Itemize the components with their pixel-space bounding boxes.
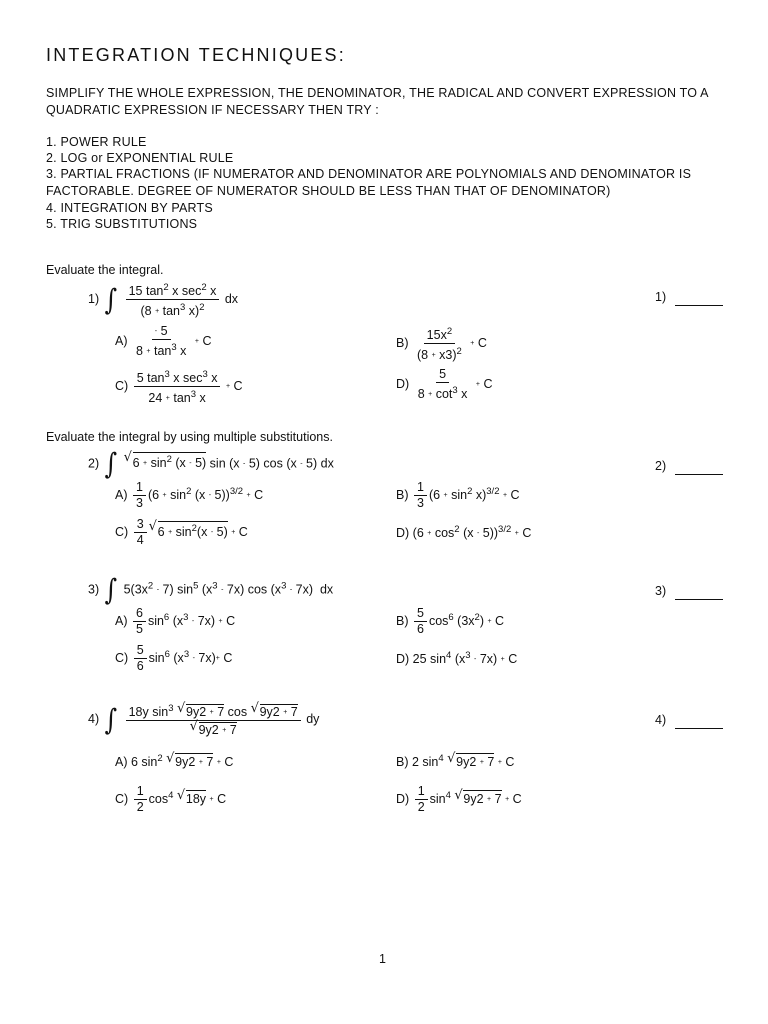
option-4d: D) $\frac{1}{2}$ $\sin^4$ √ 9y2 + 7 + C bbox=[396, 784, 522, 814]
option-2d: D) $(6 + \cos^2 (x - 5))^{3/2} + C$ bbox=[396, 524, 532, 540]
question-number: 2) bbox=[88, 456, 100, 471]
option-label: D) bbox=[396, 791, 410, 806]
option-1d: D) $\frac{5}{8 + \cot^3 x}$ + C bbox=[396, 367, 493, 401]
option-4c: C) $\frac{1}{2}$ $\cos^4$ √ 18y + C bbox=[115, 784, 227, 814]
integral-sign: ∫ bbox=[104, 573, 118, 607]
option-label: A) bbox=[115, 755, 128, 769]
rule-1: 1. POWER RULE bbox=[46, 135, 147, 149]
option-4b: B) 2 $\sin^4$ √ 9y2 + 7 + C bbox=[396, 751, 515, 769]
option-label: D) bbox=[396, 652, 410, 666]
option-label: A) bbox=[115, 487, 128, 502]
section-heading: Evaluate the integral by using multiple substitutions. bbox=[46, 430, 333, 444]
option-label: A) bbox=[115, 333, 128, 348]
answer-number-4: 4) bbox=[655, 713, 667, 727]
option-label: D) bbox=[396, 526, 410, 540]
option-3c: C) $\frac{5}{6}$ $\sin^6 (x^3 - 7x)+ C$ bbox=[115, 643, 233, 673]
answer-number-1: 1) bbox=[655, 290, 667, 304]
option-2b: B) $\frac{1}{3}$ $(6 + \sin^2 x)^{3/2} + C$ bbox=[396, 480, 520, 510]
option-label: C) bbox=[115, 791, 129, 806]
integral-sign: ∫ bbox=[104, 447, 118, 481]
question-number: 4) bbox=[88, 711, 100, 726]
page-title: INTEGRATION TECHNIQUES: bbox=[46, 45, 346, 65]
answer-blank-1[interactable] bbox=[675, 291, 723, 306]
integral-sign: ∫ bbox=[104, 702, 118, 737]
answer-blank-3[interactable] bbox=[675, 585, 723, 600]
option-3b: B) $\frac{5}{6}$ $\cos^6 (3x^2) + C$ bbox=[396, 606, 505, 636]
rule-5: 5. TRIG SUBSTITUTIONS bbox=[46, 217, 198, 231]
integrand-fraction: $\frac{15 \tan^2 x \sec^2 x}{(8 + \tan^3 x)^2}$ bbox=[126, 281, 220, 318]
option-label: B) bbox=[396, 613, 409, 628]
answer-blank-2[interactable] bbox=[675, 460, 723, 475]
question-4: 4) ∫ 18y $\sin^3$ √ 9y2 + 7 cos √ 9y2 + 7 √ 9y2 + 7 dy bbox=[88, 701, 320, 737]
answer-number-3: 3) bbox=[655, 584, 667, 598]
option-label: C) bbox=[115, 650, 129, 665]
integral-sign: ∫ bbox=[104, 282, 118, 317]
instructions: SIMPLIFY THE WHOLE EXPRESSION, THE DENOMINATOR, THE RADICAL AND CONVERT EXPRESSION TO A QUADRATIC EXPRESSION IF NECESSARY THEN TRY : bbox=[46, 86, 709, 117]
option-label: D) bbox=[396, 376, 410, 391]
option-label: C) bbox=[115, 378, 129, 393]
rule-2: 2. LOG or EXPONENTIAL RULE bbox=[46, 151, 234, 165]
option-1b: B) $\frac{15x^2}{(8 + x3)^2}$ + C bbox=[396, 326, 487, 362]
question-1: 1) ∫ $\frac{15 \tan^2 x \sec^2 x}{(8 + \tan^3 x)^2}$ dx bbox=[88, 282, 239, 318]
option-1c: C) $\frac{5 \tan^3 x \sec^3 x}{24 + \tan^3 x}$ + C bbox=[115, 369, 243, 405]
option-label: B) bbox=[396, 335, 409, 350]
option-4a: A) 6 $\sin^2$ √ 9y2 + 7 + C bbox=[115, 751, 234, 769]
question-number: 3) bbox=[88, 582, 100, 597]
option-2c: C) $\frac{3}{4}$ √ $6 + \sin^2(x - 5) + C$ bbox=[115, 517, 248, 547]
question-2: 2) ∫ √ $6 + \sin^2 (x - 5)$ sin (x - 5) cos (x - 5) dx bbox=[88, 447, 334, 481]
option-label: B) bbox=[396, 755, 409, 769]
rule-3: 3. PARTIAL FRACTIONS (IF NUMERATOR AND DENOMINATOR ARE POLYNOMIALS AND DENOMINATOR IS FACTORABLE. DEGREE OF NUMERATOR SHOULD BE LESS THAN THAT OF DENOMINATOR) bbox=[46, 167, 692, 198]
answer-blank-4[interactable] bbox=[675, 714, 723, 729]
question-3: 3) ∫ $5(3x^2 - 7)$ $\sin^5 (x^3 - 7x)$ $\cos (x^3 - 7x)$ dx bbox=[88, 573, 334, 607]
option-3d: D) 25 $\sin^4 (x^3 - 7x) + C$ bbox=[396, 650, 518, 666]
rule-4: 4. INTEGRATION BY PARTS bbox=[46, 201, 213, 215]
integrand-fraction: 18y $\sin^3$ √ 9y2 + 7 cos √ 9y2 + 7 √ 9y2 + 7 bbox=[126, 702, 301, 737]
option-2a: A) $\frac{1}{3}$ $(6 + \sin^2 (x - 5))^{3/2} + C$ bbox=[115, 480, 264, 510]
option-label: A) bbox=[115, 613, 128, 628]
page-number: 1 bbox=[379, 952, 386, 966]
answer-number-2: 2) bbox=[655, 459, 667, 473]
option-1a: A) $\frac{- 5}{8 + \tan^3 x}$ + C bbox=[115, 324, 212, 358]
option-3a: A) $\frac{6}{5}$ $\sin^6 (x^3 - 7x) + C$ bbox=[115, 606, 236, 636]
option-label: C) bbox=[115, 524, 129, 539]
question-number: 1) bbox=[88, 291, 100, 306]
section-heading: Evaluate the integral. bbox=[46, 263, 164, 277]
option-label: B) bbox=[396, 487, 409, 502]
